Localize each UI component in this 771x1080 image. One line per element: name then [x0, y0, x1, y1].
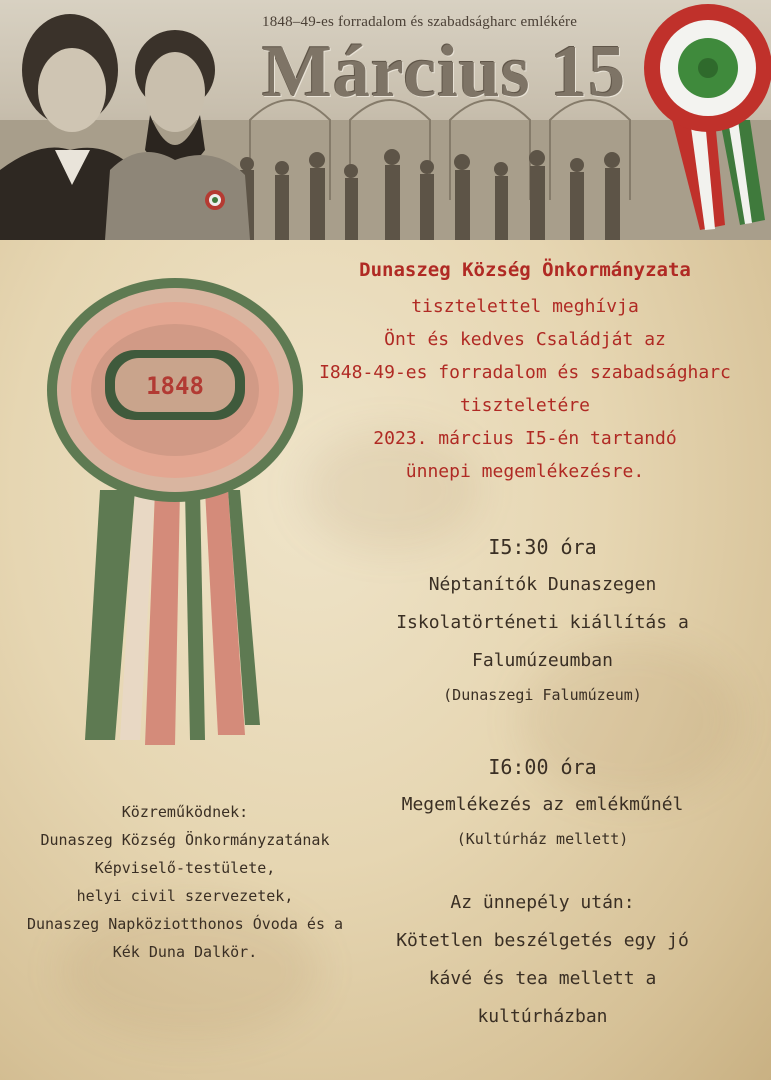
event-line: Iskolatörténeti kiállítás a — [396, 612, 689, 633]
event-location: (Dunaszegi Falumúzeum) — [443, 686, 642, 704]
banner-title: Március 15 — [262, 31, 627, 113]
invite-line: ünnepi megemlékezésre. — [405, 461, 645, 482]
after-event — [365, 884, 720, 1036]
credits-block — [0, 798, 370, 966]
credits-line: Dunaszeg Község Önkormányzatának — [40, 831, 330, 849]
event-location: (Kultúrház mellett) — [456, 830, 629, 848]
credits-line: Kék Duna Dalkör. — [112, 943, 258, 961]
banner-subtitle: 1848–49-es forradalom és szabadságharc emlékére — [262, 14, 578, 30]
event-2 — [365, 748, 720, 854]
after-line: Kötetlen beszélgetés egy jó — [396, 930, 689, 951]
event-time: I5:30 óra — [488, 535, 597, 559]
invite-line: tisztelettel meghívja — [411, 296, 639, 317]
after-line: kávé és tea mellett a — [428, 968, 657, 989]
event-time: I6:00 óra — [488, 755, 597, 779]
event-1 — [365, 528, 720, 710]
event-line: Megemlékezés az emlékműnél — [401, 794, 684, 815]
invite-line: Önt és kedves Családját az — [384, 329, 666, 350]
header-banner — [0, 0, 771, 240]
invite-line: 2023. március I5-én tartandó — [373, 428, 677, 449]
invitation-block — [290, 252, 760, 488]
credits-line: helyi civil szervezetek, — [76, 887, 294, 905]
organizer-name: Dunaszeg Község Önkormányzata — [359, 259, 691, 281]
invite-line: tiszteletére — [459, 395, 591, 416]
rosette-label: 1848 — [146, 372, 204, 400]
credits-line: Képviselő-testülete, — [94, 859, 276, 877]
after-line: kultúrházban — [477, 1006, 608, 1027]
rosette-1848-illustration — [40, 270, 310, 750]
credits-line: Dunaszeg Napköziotthonos Óvoda és a — [26, 915, 344, 933]
events-block — [365, 528, 720, 1036]
credits-heading: Közreműködnek: — [121, 803, 249, 821]
after-heading: Az ünnepély után: — [450, 892, 635, 913]
event-line: Néptanítók Dunaszegen — [428, 574, 657, 595]
invite-line: I848-49-es forradalom és szabadságharc — [319, 362, 731, 383]
event-line: Falumúzeumban — [472, 650, 613, 671]
